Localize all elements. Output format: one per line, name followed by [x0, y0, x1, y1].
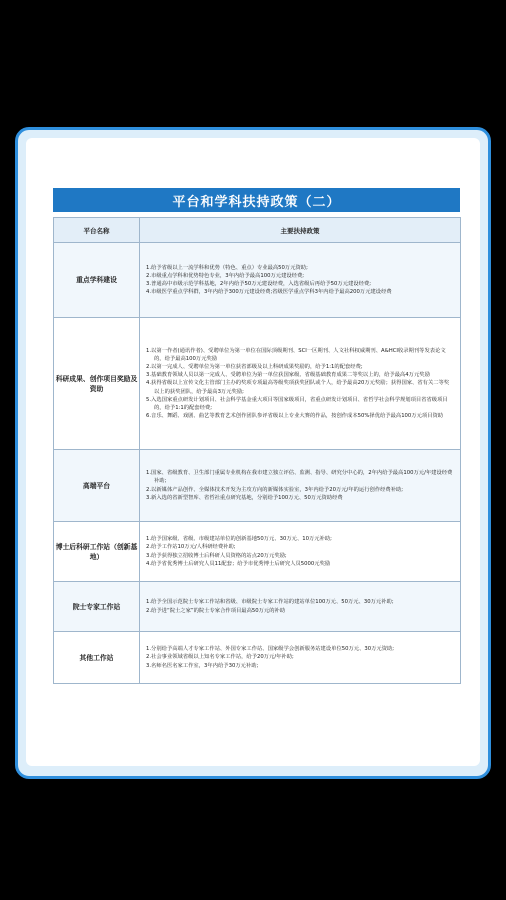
header-main-policy: 主要扶持政策 — [140, 218, 461, 243]
row-name: 科研成果、创作项目奖励及资助 — [54, 318, 140, 450]
policy-item: 2.给予进“院士之家”的院士专家合作项目最高50万元的补助 — [146, 607, 286, 614]
policy-item: 4.给予省优秀博士后研究人员11配套；给予市优秀博士后研究人员5000元奖励 — [146, 560, 331, 567]
policy-item: 1.国家、省级教育、卫生部门重属专业机构在我市建立独立评估、监测、指导、研究分中心的，2年内给予最高100万元/年建设经费补助; — [146, 470, 453, 485]
policy-item: 6.音乐、舞蹈、戏剧、曲艺等教育艺术创作团队参评省级以上专业大赛的作品，按创作成本50%择优给予最高100万元项目资助 — [146, 413, 444, 420]
policy-item: 4.获得省级以上宣传文化主管部门主办的奖项专项最高等级奖项获奖团队或个人，给予最高20万元奖励；获得国家、省有关二等奖以上的获奖团队，给予最高3万元奖励; — [146, 380, 450, 395]
policy-item: 2.给予工作站10万元/人科研经费补助; — [146, 544, 236, 551]
policy-item: 3.基础教育领域人员以第一完成人、受聘单位为第一单位获国家级、省级基础教育成果二等奖以上的，给予最高4万元奖励 — [146, 372, 430, 379]
table-row — [54, 632, 461, 684]
policy-item: 2.社会事业领域省级以上知名专家工作站，给予20万元/年补助; — [146, 654, 294, 661]
policy-item: 3.普通高中市级示范学科基地，2年内给予50万元建设经费，入选省级后再给予50万元建设经费; — [146, 281, 371, 287]
header-platform-name: 平台名称 — [54, 218, 140, 243]
policy-item: 3.名师名医名家工作室，3年内给予30万元补助; — [146, 662, 259, 669]
policy-item: 3.新入选的省新型智库、省哲社重点研究基地，分别给予100万元、50万元资助经费 — [146, 494, 343, 501]
row-policies — [140, 450, 461, 522]
policy-item: 4.市级医学重点学科群，3年内给予300万元建设经费;省级医学重点学科3年内给予最高200万元建设经费 — [146, 289, 392, 296]
table-row — [54, 318, 461, 450]
row-policies — [140, 243, 461, 318]
row-policies — [140, 582, 461, 632]
table-row — [54, 582, 461, 632]
row-policies — [140, 318, 461, 450]
policy-item: 1.给予国家级、省级、市级建站单位的创新基地50万元、30万元、10万元补助; — [146, 536, 332, 543]
table-row — [54, 243, 461, 318]
policy-item: 1.给予省级以上一流学科和优势（特色、重点）专业最高50万元资助; — [146, 264, 308, 271]
table-row — [54, 522, 461, 582]
row-name: 重点学科建设 — [54, 243, 140, 318]
table-header-row — [54, 218, 461, 243]
row-name: 其他工作站 — [54, 632, 140, 684]
row-name: 博士后科研工作站（创新基地） — [54, 522, 140, 582]
policy-item: 1.给予全国示范院士专家工作站和省级、市级院士专家工作站的建站单位100万元、50万元、30万元补助; — [146, 599, 394, 606]
policy-table — [53, 217, 461, 684]
row-name: 院士专家工作站 — [54, 582, 140, 632]
policy-item: 2.市级重点学科和优势特色专业，3年内给予最高100万元建设经费; — [146, 272, 305, 279]
row-name: 高端平台 — [54, 450, 140, 522]
policy-item: 1.分别给予高端人才专家工作站、外国专家工作站、国家级学会创新服务站建设单位50万元、30万元资助; — [146, 646, 395, 653]
row-policies — [140, 522, 461, 582]
page-title: 平台和学科扶持政策（二） — [53, 188, 460, 212]
row-policies — [140, 632, 461, 684]
policy-item: 2.以第一完成人、受聘单位为第一单位获省部级及以上科研成果奖励的，给予1:1的配套经费; — [146, 363, 363, 370]
policy-item: 5.入选国家重点研发计划项目、社会科学基金重大项目等国家级项目，省重点研发计划项目、省哲学社会科学规划项目省省级项目的，给予1:1的配套经费; — [146, 396, 448, 411]
table-row — [54, 450, 461, 522]
policy-item: 2.以新媒体产品创作、全媒体技术开发为主攻方向的新媒体实验室，3年内给予20万元/年的运行创作经费补助; — [146, 486, 404, 493]
policy-item: 3.给予获得独立招收博士后科研人员资格的站点20万元奖励; — [146, 552, 287, 559]
policy-item: 1.以第一作者(通讯作者)、受聘单位为第一单位在国际顶级期刊、SCI一区期刊、人文社科权威期刊、A&HCI收录期刊等发表论文的，给予最高100万元奖励 — [146, 347, 446, 362]
